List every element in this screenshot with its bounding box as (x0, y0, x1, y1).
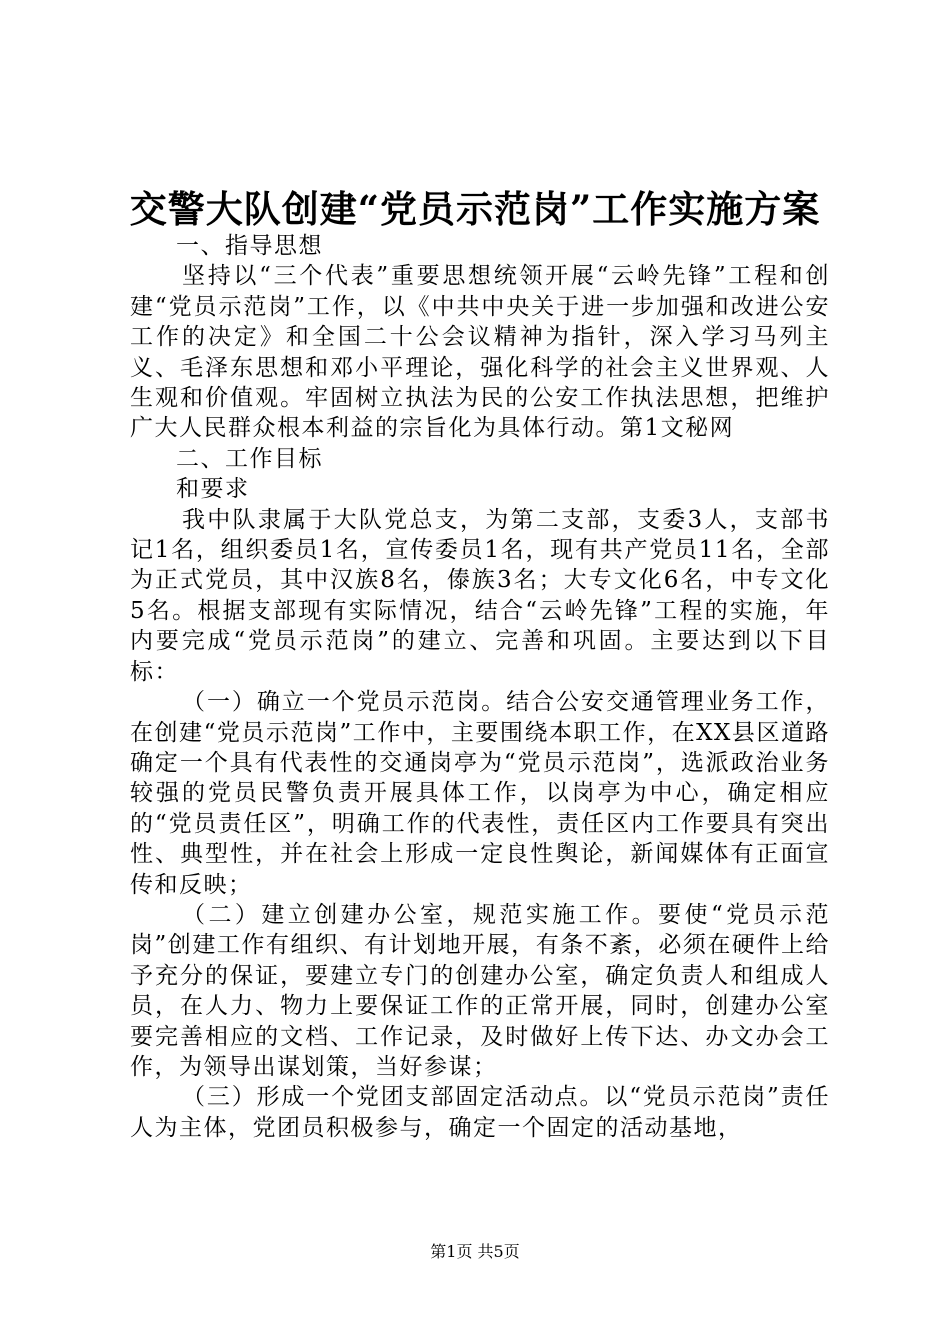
section-heading-continuation: 和要求 (176, 476, 250, 503)
document-title: 交警大队创建“党员示范岗”工作实施方案 (129, 187, 821, 231)
paragraph-guiding-ideology: 坚持以“三个代表”重要思想统领开展“云岭先锋”工程和创建“党员示范岗”工作，以《中共中央关于进一步加强和改进公安工作的决定》和全国二十公会议精神为指针，深入学习马列主义、毛泽东思想和邓小平理论，强化科学的社会主义世界观、人生观和价值观。牢固树立执法为民的公安工作执法思想，把维护广大人民群众根本利益的宗旨化为具体行动。第1文秘网 (130, 263, 830, 442)
paragraph-goal-2: （二）建立创建办公室，规范实施工作。要使“党员示范岗”创建工作有组织、有计划地开展，有条不紊，必须在硬件上给予充分的保证，要建立专门的创建办公室，确定负责人和组成人员，在人力、物力上要保证工作的正常开展，同时，创建办公室要完善相应的文档、工作记录，及时做好上传下达、办文办会工作，为领导出谋划策，当好参谋； (130, 901, 830, 1080)
section-heading-work-goals: 二、工作目标 (176, 445, 323, 472)
section-heading-guiding-ideology: 一、指导思想 (176, 233, 323, 259)
page-footer: 第1页 共5页 (430, 1242, 520, 1261)
document-body (130, 231, 830, 1143)
paragraph-goal-1: （一）确立一个党员示范岗。结合公安交通管理业务工作，在创建“党员示范岗”工作中，主要围绕本职工作，在XX县区道路确定一个具有代表性的交通岗亭为“党员示范岗”，选派政治业务较强的党员民警负责开展具体工作，以岗亭为中心，确定相应的“党员责任区”，明确工作的代表性，责任区内工作要具有突出性、典型性，并在社会上形成一定良性舆论，新闻媒体有正面宣传和反映； (130, 689, 830, 898)
paragraph-goal-3: （三）形成一个党团支部固定活动点。以“党员示范岗”责任人为主体，党团员积极参与，确定一个固定的活动基地， (130, 1084, 830, 1141)
paragraph-squad-overview: 我中队隶属于大队党总支，为第二支部，支委3人，支部书记1名，组织委员1名，宣传委员1名，现有共产党员11名，全部为正式党员，其中汉族8名，傣族3名；大专文化6名，中专文化5名。根据支部现有实际情况，结合“云岭先锋”工程的实施，年内要完成“党员示范岗”的建立、完善和巩固。主要达到以下目标： (130, 506, 830, 685)
